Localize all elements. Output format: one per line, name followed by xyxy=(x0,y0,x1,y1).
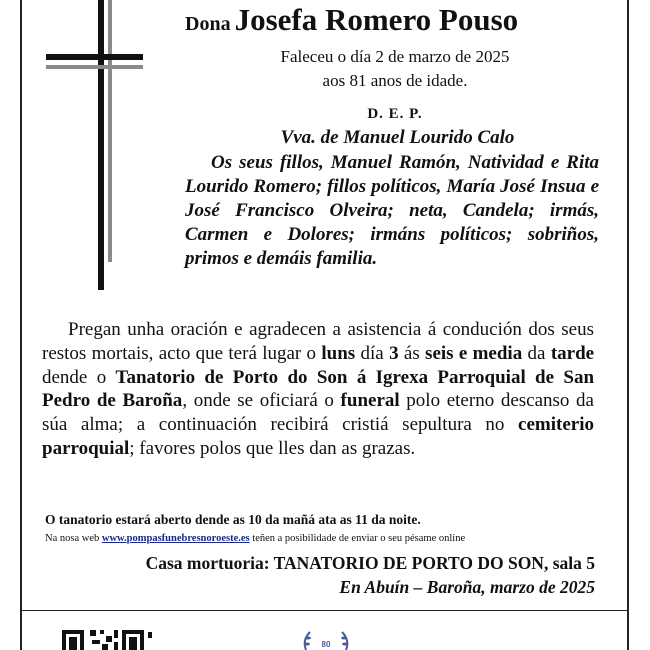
deceased-name: Josefa Romero Pouso xyxy=(234,2,519,37)
cemetery: cemiterio parroquial xyxy=(42,414,594,459)
mortuary-line: Casa mortuoria: TANATORIO DE PORTO DO SON, sala 5 xyxy=(145,553,595,573)
ceremony-time: seis e media xyxy=(425,342,523,364)
cross-icon xyxy=(46,0,146,290)
website-link[interactable]: www.pompasfunebresnoroeste.es xyxy=(101,533,250,544)
place-date: En Abuín – Baroña, marzo de 2025 xyxy=(339,577,595,597)
to-place: á Igrexa Parroquial de San Pedro de Baroña xyxy=(42,366,595,412)
funeral-word: funeral xyxy=(340,390,400,412)
web-note: Na nosa web www.pompasfunebresnoroeste.es teñen a posibilidade de enviar o seu pésame online xyxy=(45,533,466,544)
qr-code-icon[interactable] xyxy=(62,628,154,650)
widow-line: Vva. de Manuel Lourido Calo xyxy=(280,127,515,148)
death-date: Faleceu o día 2 de marzo de 2025 xyxy=(280,47,510,66)
ceremony-paragraph: Pregan unha oración e agradecen a asistencia á condución dos seus restos mortais, acto que terá lugar o luns día 3 ás seis e media da tarde dende o Tanatorio de Porto do Son á Igrexa Parroquial de San Pedro de Baroña, onde se oficiará o funeral polo eterno descanso da súa alma; a continuación recibirá cristiá sepultura no cemiterio parroquial; favores polos que lles dan as grazas. xyxy=(42,319,595,459)
afternoon-word: tarde xyxy=(550,342,595,364)
frame-bottom-line xyxy=(20,610,629,611)
honorific: Dona xyxy=(185,13,231,35)
opening-hours: O tanatorio estará aberto dende as 10 da mañá ata as 11 da noite. xyxy=(45,512,421,527)
rest-in-peace: D. E. P. xyxy=(367,106,423,122)
day-word: luns xyxy=(321,342,356,364)
deceased-title xyxy=(185,2,625,38)
frame-right-line xyxy=(627,0,629,650)
day-number: 3 xyxy=(389,342,399,364)
age-line: aos 81 anos de idade. xyxy=(322,71,468,90)
laurel-badge-icon xyxy=(298,630,354,650)
family-list: Os seus fillos, Manuel Ramón, Natividad e Rita Lourido Romero; fillos políticos, María José Insua e José Francisco Olveira; neta, Candela; irmás, Carmen e Dolores; irmáns políticos; sobriños, primos e demáis familia. xyxy=(185,152,599,269)
badge-number: 80 xyxy=(321,640,331,649)
from-place: Tanatorio de Porto do Son xyxy=(115,366,348,388)
frame-left-line xyxy=(20,0,22,650)
